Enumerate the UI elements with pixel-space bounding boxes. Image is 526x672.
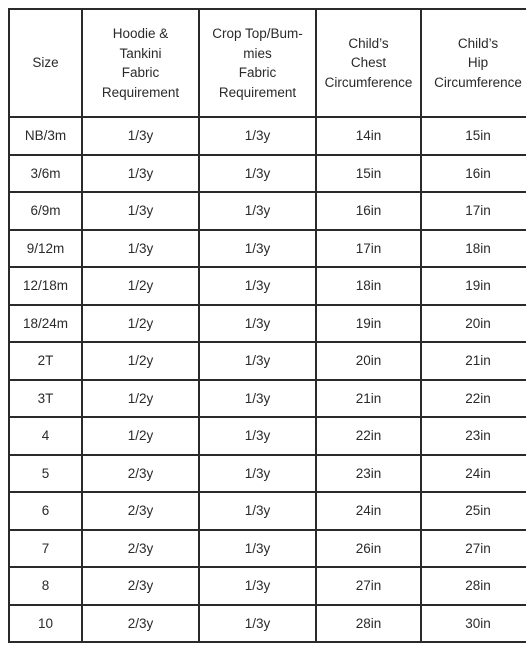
table-row <box>9 530 526 568</box>
table-row <box>9 492 526 530</box>
table-row <box>9 305 526 343</box>
cell-hoodie-fabric: 2/3y <box>82 455 199 493</box>
cell-hoodie-fabric: 1/2y <box>82 342 199 380</box>
cell-chest: 22in <box>316 417 421 455</box>
cell-chest: 18in <box>316 267 421 305</box>
cell-size: 7 <box>9 530 82 568</box>
cell-hoodie-fabric: 1/3y <box>82 192 199 230</box>
table-row <box>9 192 526 230</box>
cell-chest: 28in <box>316 605 421 643</box>
cell-hip: 23in <box>421 417 526 455</box>
cell-hoodie-fabric: 2/3y <box>82 492 199 530</box>
table-row <box>9 567 526 605</box>
header-size: Size <box>9 9 82 117</box>
header-row <box>9 9 526 117</box>
cell-chest: 19in <box>316 305 421 343</box>
cell-size: 6 <box>9 492 82 530</box>
cell-size: 12/18m <box>9 267 82 305</box>
table-row <box>9 605 526 643</box>
cell-hip: 18in <box>421 230 526 268</box>
cell-hoodie-fabric: 1/2y <box>82 417 199 455</box>
cell-hip: 28in <box>421 567 526 605</box>
cell-hip: 25in <box>421 492 526 530</box>
table-row <box>9 342 526 380</box>
cell-chest: 23in <box>316 455 421 493</box>
cell-hip: 16in <box>421 155 526 193</box>
table-row <box>9 155 526 193</box>
cell-size: 6/9m <box>9 192 82 230</box>
cell-size: 5 <box>9 455 82 493</box>
cell-size: 8 <box>9 567 82 605</box>
cell-hoodie-fabric: 2/3y <box>82 567 199 605</box>
cell-hip: 30in <box>421 605 526 643</box>
cell-hip: 27in <box>421 530 526 568</box>
cell-hoodie-fabric: 1/3y <box>82 155 199 193</box>
size-chart-table <box>8 8 526 643</box>
cell-crop-fabric: 1/3y <box>199 155 316 193</box>
cell-size: 3T <box>9 380 82 418</box>
cell-crop-fabric: 1/3y <box>199 380 316 418</box>
cell-hip: 21in <box>421 342 526 380</box>
cell-crop-fabric: 1/3y <box>199 530 316 568</box>
cell-chest: 15in <box>316 155 421 193</box>
cell-size: NB/3m <box>9 117 82 155</box>
header-hip-circumference: Child’s Hip Circumference <box>421 9 526 117</box>
cell-crop-fabric: 1/3y <box>199 342 316 380</box>
cell-crop-fabric: 1/3y <box>199 117 316 155</box>
cell-hoodie-fabric: 2/3y <box>82 605 199 643</box>
cell-hip: 17in <box>421 192 526 230</box>
table-header <box>9 9 526 117</box>
table-row <box>9 267 526 305</box>
cell-crop-fabric: 1/3y <box>199 567 316 605</box>
cell-chest: 27in <box>316 567 421 605</box>
cell-chest: 20in <box>316 342 421 380</box>
cell-hip: 19in <box>421 267 526 305</box>
table-row <box>9 380 526 418</box>
table-row <box>9 117 526 155</box>
cell-chest: 24in <box>316 492 421 530</box>
cell-chest: 16in <box>316 192 421 230</box>
table-body <box>9 117 526 642</box>
cell-hip: 22in <box>421 380 526 418</box>
table-row <box>9 455 526 493</box>
cell-size: 4 <box>9 417 82 455</box>
header-hoodie-tankini-fabric: Hoodie & Tankini Fabric Requirement <box>82 9 199 117</box>
cell-hoodie-fabric: 1/2y <box>82 267 199 305</box>
cell-chest: 17in <box>316 230 421 268</box>
cell-size: 9/12m <box>9 230 82 268</box>
table-row <box>9 417 526 455</box>
table-row <box>9 230 526 268</box>
cell-crop-fabric: 1/3y <box>199 192 316 230</box>
cell-crop-fabric: 1/3y <box>199 230 316 268</box>
cell-chest: 26in <box>316 530 421 568</box>
cell-size: 10 <box>9 605 82 643</box>
cell-crop-fabric: 1/3y <box>199 492 316 530</box>
cell-hoodie-fabric: 2/3y <box>82 530 199 568</box>
cell-hip: 24in <box>421 455 526 493</box>
cell-size: 18/24m <box>9 305 82 343</box>
cell-hoodie-fabric: 1/2y <box>82 305 199 343</box>
cell-hoodie-fabric: 1/3y <box>82 230 199 268</box>
cell-crop-fabric: 1/3y <box>199 605 316 643</box>
cell-crop-fabric: 1/3y <box>199 267 316 305</box>
cell-size: 2T <box>9 342 82 380</box>
cell-hip: 20in <box>421 305 526 343</box>
cell-chest: 21in <box>316 380 421 418</box>
cell-size: 3/6m <box>9 155 82 193</box>
header-crop-top-bummies-fabric: Crop Top/Bum- mies Fabric Requirement <box>199 9 316 117</box>
cell-crop-fabric: 1/3y <box>199 455 316 493</box>
header-chest-circumference: Child’s Chest Circumference <box>316 9 421 117</box>
cell-hip: 15in <box>421 117 526 155</box>
cell-hoodie-fabric: 1/3y <box>82 117 199 155</box>
cell-chest: 14in <box>316 117 421 155</box>
cell-crop-fabric: 1/3y <box>199 305 316 343</box>
cell-crop-fabric: 1/3y <box>199 417 316 455</box>
cell-hoodie-fabric: 1/2y <box>82 380 199 418</box>
